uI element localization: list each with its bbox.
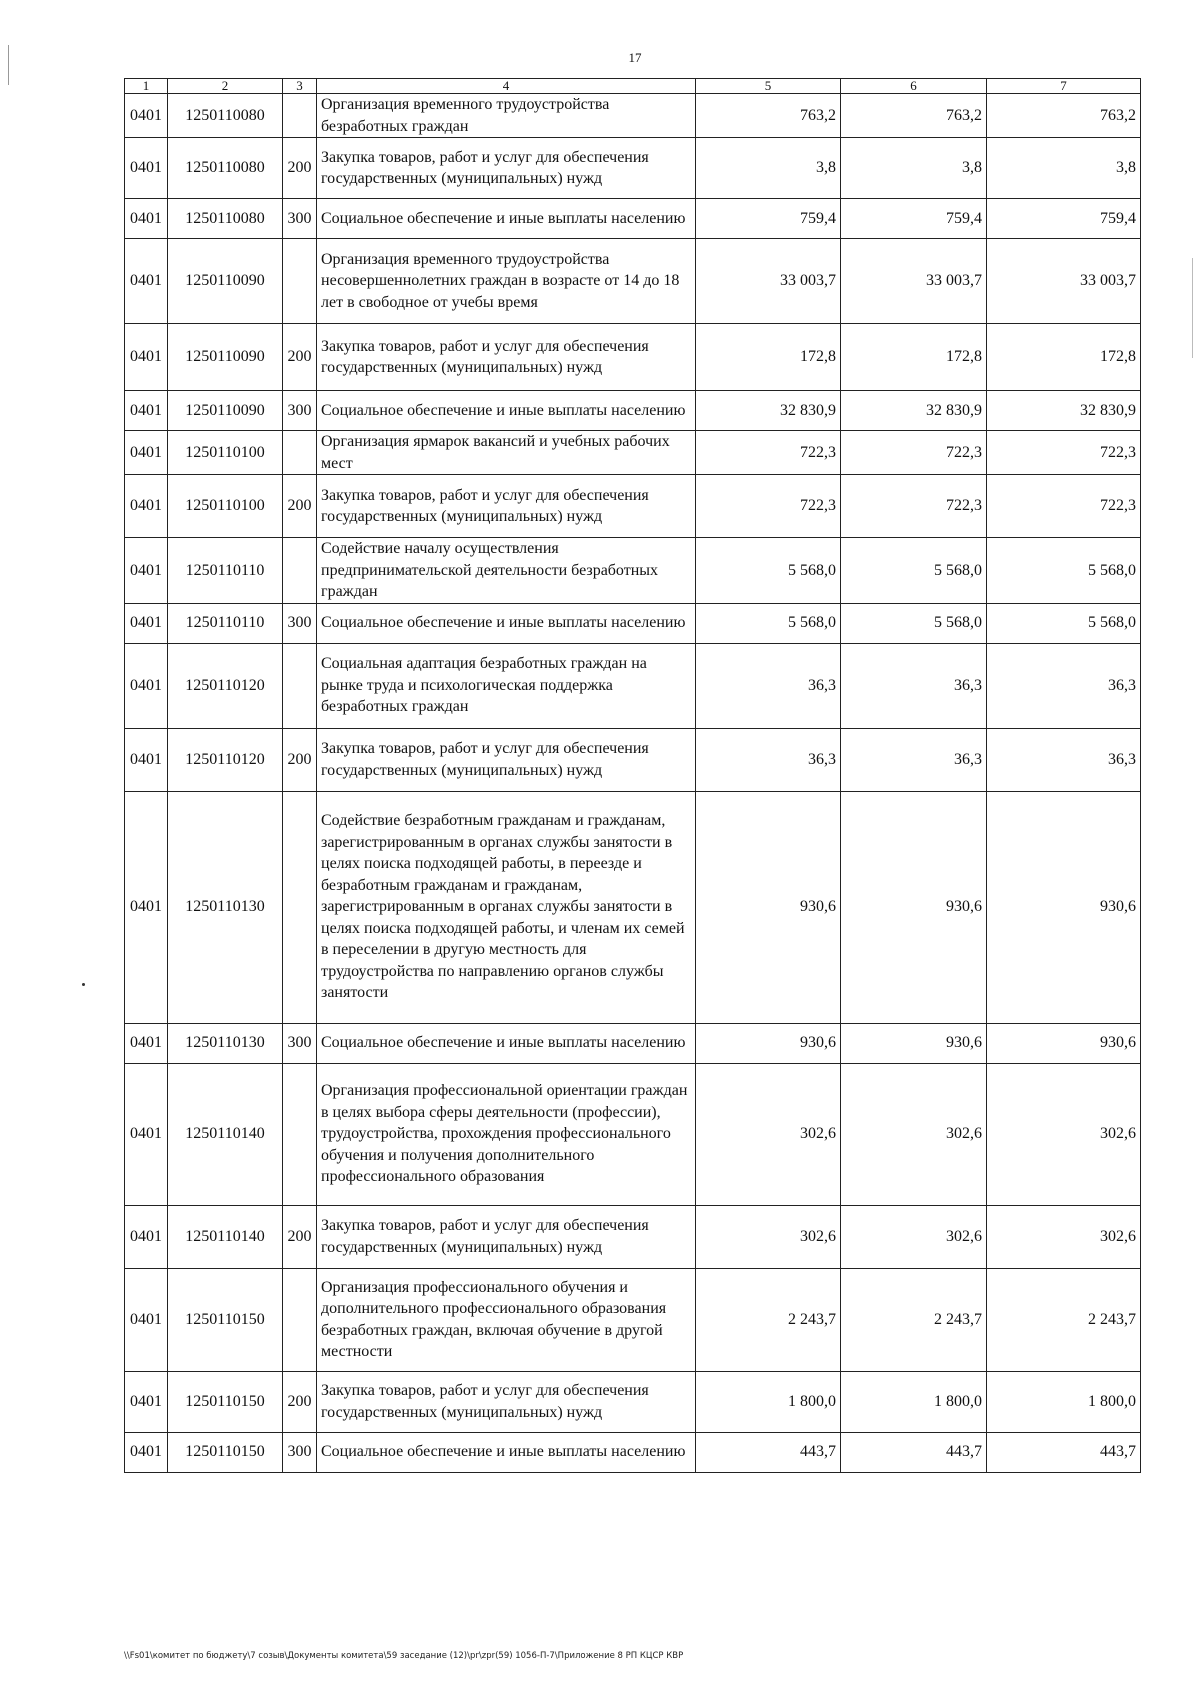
budget-table [124, 78, 1141, 1473]
cell-expense-type [283, 94, 317, 138]
column-header-2: 2 [168, 79, 283, 94]
cell-name: Организация временного трудоустройства несовершеннолетних граждан в возрасте от 14 до 18 лет в свободное от учебы время [317, 239, 696, 324]
cell-expense-type: 300 [283, 199, 317, 239]
cell-name: Социальное обеспечение и иные выплаты населению [317, 1023, 696, 1063]
cell-amount-5: 36,3 [696, 643, 841, 728]
cell-name: Содействие началу осуществления предпринимательской деятельности безработных граждан [317, 538, 696, 604]
cell-amount-6: 33 003,7 [841, 239, 987, 324]
cell-amount-6: 759,4 [841, 199, 987, 239]
cell-target-code: 1250110100 [168, 475, 283, 538]
column-header-4: 4 [317, 79, 696, 94]
cell-section: 0401 [125, 1371, 168, 1432]
cell-section: 0401 [125, 431, 168, 475]
column-header-5: 5 [696, 79, 841, 94]
cell-expense-type [283, 1063, 317, 1205]
cell-amount-7: 722,3 [987, 431, 1141, 475]
table-row [125, 324, 1141, 391]
cell-name: Социальное обеспечение и иные выплаты населению [317, 1432, 696, 1472]
cell-expense-type [283, 643, 317, 728]
cell-amount-7: 33 003,7 [987, 239, 1141, 324]
cell-amount-7: 5 568,0 [987, 603, 1141, 643]
cell-amount-6: 36,3 [841, 643, 987, 728]
cell-target-code: 1250110120 [168, 728, 283, 791]
cell-amount-6: 302,6 [841, 1063, 987, 1205]
cell-amount-7: 36,3 [987, 643, 1141, 728]
cell-amount-7: 302,6 [987, 1205, 1141, 1268]
table-row [125, 1063, 1141, 1205]
cell-amount-5: 722,3 [696, 475, 841, 538]
cell-target-code: 1250110140 [168, 1205, 283, 1268]
table-row [125, 239, 1141, 324]
cell-amount-6: 32 830,9 [841, 391, 987, 431]
cell-target-code: 1250110090 [168, 324, 283, 391]
cell-amount-7: 930,6 [987, 791, 1141, 1023]
cell-amount-6: 302,6 [841, 1205, 987, 1268]
cell-expense-type: 200 [283, 324, 317, 391]
cell-target-code: 1250110080 [168, 199, 283, 239]
table-row [125, 475, 1141, 538]
cell-expense-type: 300 [283, 1432, 317, 1472]
cell-target-code: 1250110130 [168, 791, 283, 1023]
cell-amount-7: 32 830,9 [987, 391, 1141, 431]
cell-amount-5: 302,6 [696, 1205, 841, 1268]
table-row [125, 728, 1141, 791]
table-row [125, 199, 1141, 239]
cell-section: 0401 [125, 239, 168, 324]
cell-section: 0401 [125, 1268, 168, 1371]
cell-name: Организация профессионального обучения и дополнительного профессионального образования безработных граждан, включая обучение в другой местности [317, 1268, 696, 1371]
cell-name: Социальное обеспечение и иные выплаты населению [317, 199, 696, 239]
cell-amount-6: 722,3 [841, 475, 987, 538]
cell-section: 0401 [125, 199, 168, 239]
cell-amount-6: 930,6 [841, 791, 987, 1023]
cell-amount-6: 3,8 [841, 138, 987, 199]
table-body [125, 94, 1141, 1473]
cell-target-code: 1250110080 [168, 138, 283, 199]
footer-file-path: \\Fs01\комитет по бюджету\7 созыв\Документы комитета\59 заседание (12)\pr\zpr(59) 1056-П-7\Приложение 8 РП КЦСР КВР [124, 1651, 684, 1661]
cell-target-code: 1250110150 [168, 1371, 283, 1432]
cell-name: Закупка товаров, работ и услуг для обеспечения государственных (муниципальных) нужд [317, 1371, 696, 1432]
cell-amount-5: 5 568,0 [696, 603, 841, 643]
column-header-1: 1 [125, 79, 168, 94]
cell-name: Закупка товаров, работ и услуг для обеспечения государственных (муниципальных) нужд [317, 324, 696, 391]
cell-expense-type [283, 239, 317, 324]
table-row [125, 1205, 1141, 1268]
cell-section: 0401 [125, 791, 168, 1023]
table-row [125, 1432, 1141, 1472]
cell-section: 0401 [125, 1023, 168, 1063]
cell-amount-6: 5 568,0 [841, 538, 987, 604]
cell-amount-5: 722,3 [696, 431, 841, 475]
cell-name: Социальное обеспечение и иные выплаты населению [317, 603, 696, 643]
table-row [125, 1371, 1141, 1432]
table-row [125, 1268, 1141, 1371]
cell-expense-type [283, 538, 317, 604]
cell-amount-6: 722,3 [841, 431, 987, 475]
cell-amount-7: 722,3 [987, 475, 1141, 538]
table-row [125, 538, 1141, 604]
cell-expense-type: 300 [283, 1023, 317, 1063]
cell-target-code: 1250110130 [168, 1023, 283, 1063]
cell-target-code: 1250110120 [168, 643, 283, 728]
cell-section: 0401 [125, 1432, 168, 1472]
cell-section: 0401 [125, 324, 168, 391]
cell-amount-5: 443,7 [696, 1432, 841, 1472]
cell-name: Закупка товаров, работ и услуг для обеспечения государственных (муниципальных) нужд [317, 728, 696, 791]
cell-expense-type [283, 791, 317, 1023]
cell-amount-7: 443,7 [987, 1432, 1141, 1472]
cell-amount-7: 302,6 [987, 1063, 1141, 1205]
cell-amount-5: 172,8 [696, 324, 841, 391]
cell-amount-6: 763,2 [841, 94, 987, 138]
cell-amount-5: 2 243,7 [696, 1268, 841, 1371]
cell-section: 0401 [125, 728, 168, 791]
cell-section: 0401 [125, 94, 168, 138]
table-row [125, 138, 1141, 199]
cell-amount-7: 759,4 [987, 199, 1141, 239]
cell-section: 0401 [125, 391, 168, 431]
cell-target-code: 1250110080 [168, 94, 283, 138]
cell-expense-type [283, 431, 317, 475]
cell-amount-7: 2 243,7 [987, 1268, 1141, 1371]
cell-section: 0401 [125, 1063, 168, 1205]
cell-name: Закупка товаров, работ и услуг для обеспечения государственных (муниципальных) нужд [317, 1205, 696, 1268]
cell-section: 0401 [125, 538, 168, 604]
column-header-3: 3 [283, 79, 317, 94]
cell-amount-5: 5 568,0 [696, 538, 841, 604]
cell-amount-6: 36,3 [841, 728, 987, 791]
table-row [125, 643, 1141, 728]
cell-amount-5: 32 830,9 [696, 391, 841, 431]
table-row [125, 431, 1141, 475]
cell-name: Закупка товаров, работ и услуг для обеспечения государственных (муниципальных) нужд [317, 475, 696, 538]
table-row [125, 391, 1141, 431]
cell-amount-6: 930,6 [841, 1023, 987, 1063]
table-row [125, 603, 1141, 643]
cell-amount-6: 1 800,0 [841, 1371, 987, 1432]
cell-amount-5: 1 800,0 [696, 1371, 841, 1432]
table-row [125, 94, 1141, 138]
cell-amount-6: 443,7 [841, 1432, 987, 1472]
cell-name: Содействие безработным гражданам и гражданам, зарегистрированным в органах службы занятости в целях поиска подходящей работы, в переезде и безработным гражданам и гражданам, зарегистрированным в органах службы занятости в целях поиска подходящей работы, и членам их семей в переселении в другую местность для трудоустройства по направлению органов службы занятости [317, 791, 696, 1023]
cell-target-code: 1250110090 [168, 239, 283, 324]
cell-amount-5: 3,8 [696, 138, 841, 199]
cell-name: Организация ярмарок вакансий и учебных рабочих мест [317, 431, 696, 475]
cell-target-code: 1250110150 [168, 1268, 283, 1371]
column-header-6: 6 [841, 79, 987, 94]
cell-name: Социальная адаптация безработных граждан на рынке труда и психологическая поддержка безработных граждан [317, 643, 696, 728]
header-row [125, 79, 1141, 94]
cell-amount-7: 930,6 [987, 1023, 1141, 1063]
cell-target-code: 1250110090 [168, 391, 283, 431]
cell-amount-6: 2 243,7 [841, 1268, 987, 1371]
cell-name: Организация профессиональной ориентации граждан в целях выбора сферы деятельности (профессии), трудоустройства, прохождения профессионального обучения и получения дополнительного профессионального образования [317, 1063, 696, 1205]
cell-amount-5: 759,4 [696, 199, 841, 239]
cell-target-code: 1250110100 [168, 431, 283, 475]
cell-section: 0401 [125, 1205, 168, 1268]
cell-amount-7: 36,3 [987, 728, 1141, 791]
cell-amount-5: 36,3 [696, 728, 841, 791]
table-row [125, 791, 1141, 1023]
cell-amount-5: 930,6 [696, 791, 841, 1023]
cell-expense-type: 200 [283, 475, 317, 538]
cell-amount-7: 3,8 [987, 138, 1141, 199]
cell-amount-5: 930,6 [696, 1023, 841, 1063]
cell-amount-7: 763,2 [987, 94, 1141, 138]
scan-dot [82, 983, 85, 986]
scan-edge-mark [1192, 258, 1193, 358]
cell-section: 0401 [125, 475, 168, 538]
cell-name: Социальное обеспечение и иные выплаты населению [317, 391, 696, 431]
cell-expense-type: 300 [283, 391, 317, 431]
cell-section: 0401 [125, 603, 168, 643]
cell-target-code: 1250110110 [168, 538, 283, 604]
cell-expense-type: 200 [283, 728, 317, 791]
cell-section: 0401 [125, 138, 168, 199]
cell-amount-5: 763,2 [696, 94, 841, 138]
cell-expense-type: 200 [283, 138, 317, 199]
cell-target-code: 1250110140 [168, 1063, 283, 1205]
cell-amount-7: 172,8 [987, 324, 1141, 391]
cell-name: Закупка товаров, работ и услуг для обеспечения государственных (муниципальных) нужд [317, 138, 696, 199]
cell-expense-type: 300 [283, 603, 317, 643]
cell-target-code: 1250110110 [168, 603, 283, 643]
cell-amount-5: 33 003,7 [696, 239, 841, 324]
table-row [125, 1023, 1141, 1063]
page-number: 17 [628, 50, 642, 65]
cell-section: 0401 [125, 643, 168, 728]
cell-target-code: 1250110150 [168, 1432, 283, 1472]
cell-expense-type [283, 1268, 317, 1371]
scan-edge-mark [8, 45, 9, 85]
cell-amount-5: 302,6 [696, 1063, 841, 1205]
cell-amount-7: 1 800,0 [987, 1371, 1141, 1432]
cell-expense-type: 200 [283, 1371, 317, 1432]
cell-amount-6: 172,8 [841, 324, 987, 391]
cell-amount-6: 5 568,0 [841, 603, 987, 643]
cell-expense-type: 200 [283, 1205, 317, 1268]
cell-amount-7: 5 568,0 [987, 538, 1141, 604]
column-header-7: 7 [987, 79, 1141, 94]
cell-name: Организация временного трудоустройства безработных граждан [317, 94, 696, 138]
